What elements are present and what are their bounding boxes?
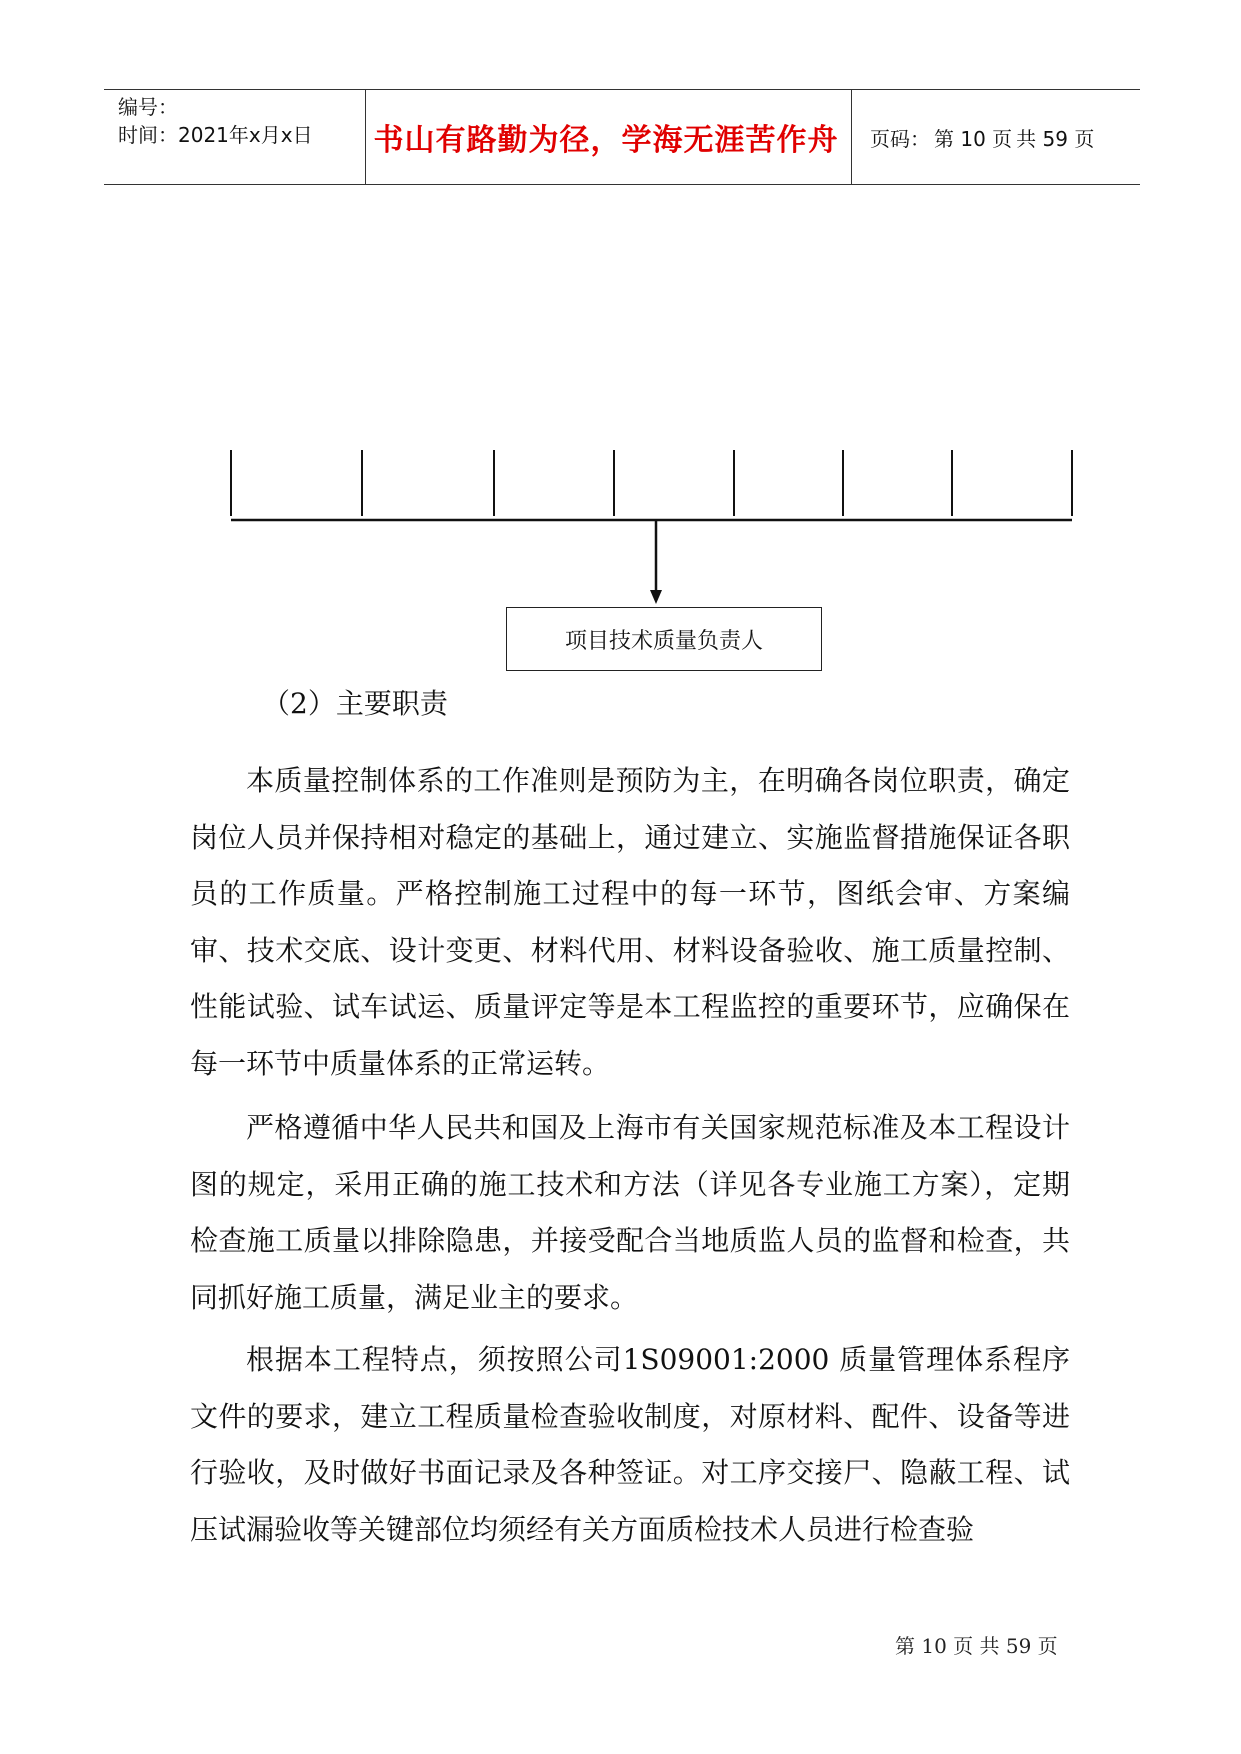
paragraph-2 [190, 1100, 1070, 1326]
page-footer: 第 10 页 共 59 页 [895, 1634, 1058, 1658]
page-label: 页码： [870, 126, 930, 151]
paragraph-text: 严格遵循中华人民共和国及上海市有关国家规范标准及本工程设计图的规定，采用正确的施工技术和方法（详见各专业施工方案），定期检查施工质量以排除隐患，并接受配合当地质监人员的监督和检查，共同抓好施工质量，满足业主的要求。 [190, 1111, 1070, 1314]
section-heading: （2）主要职责 [262, 687, 448, 720]
paragraph-3 [190, 1332, 1070, 1558]
arrow-head [650, 590, 662, 604]
document-time-label: 时间：2021年x月x日 [118, 123, 313, 147]
document-number-label: 编号： [118, 95, 178, 119]
paragraph-text: 根据本工程特点，须按照公司1S09001:2000 质量管理体系程序文件的要求，建立工程质量检查验收制度，对原材料、配件、设备等进行验收，及时做好书面记录及各种签证。对工序交接尸、隐蔽工程、试压试漏验收等关键部位均须经有关方面质检技术人员进行检查验 [190, 1343, 1070, 1546]
org-box-label: 项目技术质量负责人 [564, 628, 763, 654]
paragraph-1 [190, 753, 1070, 1092]
header-motto: 书山有路勤为径，学海无涯苦作舟 [373, 123, 839, 158]
page-total: 共 59 页 [1016, 126, 1095, 151]
paragraph-text: 本质量控制体系的工作准则是预防为主，在明确各岗位职责，确定岗位人员并保持相对稳定的基础上，通过建立、实施监督措施保证各职员的工作质量。严格控制施工过程中的每一环节，图纸会审、方案编审、技术交底、设计变更、材料代用、材料设备验收、施工质量控制、性能试验、试车试运、质量评定等是本工程监控的重要环节，应确保在每一环节中质量体系的正常运转。 [190, 764, 1070, 1080]
org-box-technical-quality-lead [506, 607, 822, 671]
org-chart-diagram [0, 0, 1241, 700]
page-current: 第 10 页 [934, 126, 1013, 151]
